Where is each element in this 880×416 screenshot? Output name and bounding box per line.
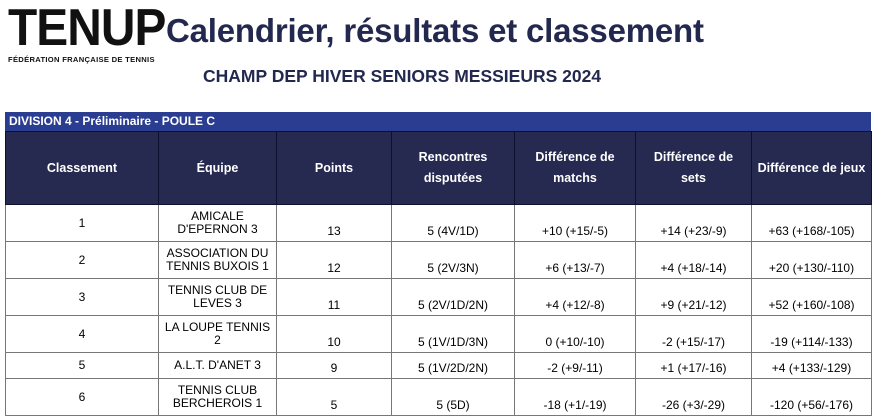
cell-set-diff: +14 (+23/-9) [636, 205, 752, 242]
cell-game-diff: +4 (+133/-129) [752, 353, 872, 379]
cell-rank: 4 [6, 316, 159, 353]
cell-played: 5 (2V/1D/2N) [392, 279, 515, 316]
table-row [6, 279, 872, 316]
cell-team: AMICALE D'EPERNON 3 [159, 205, 277, 242]
cell-rank: 2 [6, 242, 159, 279]
tenup-logo [8, 0, 166, 64]
cell-points: 11 [277, 279, 392, 316]
table-header-row [6, 132, 872, 205]
column-header-set-diff: Différence de sets [636, 132, 752, 205]
cell-points: 10 [277, 316, 392, 353]
standings-table [5, 131, 872, 416]
table-row [6, 242, 872, 279]
cell-played: 5 (1V/2D/2N) [392, 353, 515, 379]
logo-federation-text: FÉDÉRATION FRANÇAISE DE TENNIS [8, 55, 155, 64]
cell-game-diff: -19 (+114/-133) [752, 316, 872, 353]
logo-wordmark: TENUP [8, 0, 166, 57]
cell-set-diff: +4 (+18/-14) [636, 242, 752, 279]
cell-team: TENNIS CLUB DE LEVES 3 [159, 279, 277, 316]
cell-rank: 6 [6, 379, 159, 416]
column-header-rank: Classement [6, 132, 159, 205]
cell-played: 5 (1V/1D/3N) [392, 316, 515, 353]
cell-set-diff: -2 (+15/-17) [636, 316, 752, 353]
cell-match-diff: +4 (+12/-8) [515, 279, 636, 316]
cell-played: 5 (5D) [392, 379, 515, 416]
table-row [6, 316, 872, 353]
cell-match-diff: 0 (+10/-10) [515, 316, 636, 353]
cell-match-diff: -18 (+1/-19) [515, 379, 636, 416]
cell-points: 12 [277, 242, 392, 279]
championship-title: CHAMP DEP HIVER SENIORS MESSIEURS 2024 [203, 66, 602, 86]
cell-team: LA LOUPE TENNIS 2 [159, 316, 277, 353]
cell-points: 9 [277, 353, 392, 379]
table-row [6, 379, 872, 416]
column-header-played: Rencontres disputées [392, 132, 515, 205]
column-header-game-diff: Différence de jeux [752, 132, 872, 205]
cell-set-diff: +9 (+21/-12) [636, 279, 752, 316]
cell-match-diff: +6 (+13/-7) [515, 242, 636, 279]
page-header [0, 0, 880, 108]
cell-team: ASSOCIATION DU TENNIS BUXOIS 1 [159, 242, 277, 279]
table-row [6, 353, 872, 379]
cell-set-diff: -26 (+3/-29) [636, 379, 752, 416]
cell-rank: 1 [6, 205, 159, 242]
cell-game-diff: +20 (+130/-110) [752, 242, 872, 279]
column-header-team: Équipe [159, 132, 277, 205]
cell-team: A.L.T. D'ANET 3 [159, 353, 277, 379]
cell-game-diff: +63 (+168/-105) [752, 205, 872, 242]
column-header-match-diff: Différence de matchs [515, 132, 636, 205]
cell-points: 13 [277, 205, 392, 242]
cell-match-diff: +10 (+15/-5) [515, 205, 636, 242]
cell-game-diff: +52 (+160/-108) [752, 279, 872, 316]
cell-played: 5 (2V/3N) [392, 242, 515, 279]
cell-set-diff: +1 (+17/-16) [636, 353, 752, 379]
cell-rank: 3 [6, 279, 159, 316]
page-title: Calendrier, résultats et classement [166, 12, 704, 49]
cell-team: TENNIS CLUB BERCHEROIS 1 [159, 379, 277, 416]
column-header-points: Points [277, 132, 392, 205]
cell-points: 5 [277, 379, 392, 416]
cell-played: 5 (4V/1D) [392, 205, 515, 242]
cell-game-diff: -120 (+56/-176) [752, 379, 872, 416]
cell-match-diff: -2 (+9/-11) [515, 353, 636, 379]
cell-rank: 5 [6, 353, 159, 379]
division-header: DIVISION 4 - Préliminaire - POULE C [5, 112, 871, 131]
table-row [6, 205, 872, 242]
